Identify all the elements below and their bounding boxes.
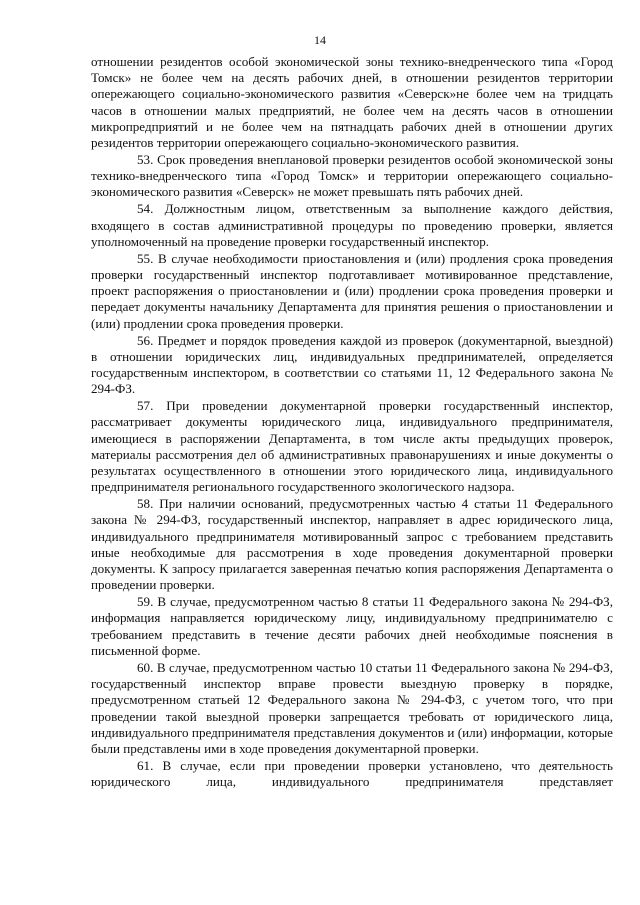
paragraph-59: 59. В случае, предусмотренном частью 8 статьи 11 Федерального закона № 294-ФЗ, информация направляется юридическому лицу, индивидуальному предпринимателю с требованием представить в течение десяти рабочих дней необходимые пояснения в письменной форме.: [91, 594, 613, 658]
paragraph-58: 58. При наличии оснований, предусмотренных частью 4 статьи 11 Федерального закона № 294-ФЗ, государственный инспектор, направляет в адрес юридического лица, индивидуального предпринимателя мотивированный запрос с требованием представить иные необходимые для рассмотрения в ходе проведения документарной проверки документы. К запросу прилагается заверенная печатью копия распоряжения Департамента о проведении проверки.: [91, 496, 613, 593]
paragraph-56: 56. Предмет и порядок проведения каждой из проверок (документарной, выездной) в отношении юридических лиц, индивидуальных предпринимателей, определяется государственным инспектором, в соответствии со статьями 11, 12 Федерального закона № 294-ФЗ.: [91, 332, 613, 397]
paragraph-continuation: отношении резидентов особой экономической зоны технико-внедренческого типа «Город Томск» не более чем на десять рабочих дней, в отношении резидентов территории опережающего социально-экономического развития «Северск»не более чем на тридцать часов в отношении малых предприятий, не более чем на десять часов в отношении микропредприятий и не более чем на пятнадцать рабочих дней в отношении других резидентов территории опережающего социально-экономического развития.: [91, 54, 613, 151]
paragraph-55: 55. В случае необходимости приостановления и (или) продления срока проведения проверки государственный инспектор подготавливает мотивированное представление, проект распоряжения о приостановлении и (или) продлении срока проведения проверки и передает документы начальнику Департамента для принятия решения о приостановлении и (или) продлении срока проведения проверки.: [91, 250, 613, 331]
paragraph-57: 57. При проведении документарной проверки государственный инспектор, рассматривает документы юридического лица, индивидуального предпринимателя, имеющиеся в распоряжении Департамента, в том числе акты предыдущих проверок, материалы рассмотрения дел об административных правонарушениях и иные документы о результатах осуществленного в отношении этого юридического лица, индивидуального предпринимателя регионального государственного экологического надзора.: [91, 398, 613, 495]
document-body: [91, 54, 613, 791]
page-number: 14: [314, 33, 326, 47]
paragraph-54: 54. Должностным лицом, ответственным за выполнение каждого действия, входящего в состав административной процедуры по проведению проверки, является уполномоченный на проведение проверки государственный инспектор.: [91, 201, 613, 249]
paragraph-60: 60. В случае, предусмотренном частью 10 статьи 11 Федерального закона № 294-ФЗ, государственный инспектор вправе провести выездную проверку в порядке, предусмотренном статьей 12 Федерального закона № 294-ФЗ, с учетом того, что при проведении такой выездной проверки запрещается требовать от юридического лица, индивидуального предпринимателя представления документов и (или) информации, которые были представлены ими в ходе проведения документарной проверки.: [91, 659, 613, 756]
paragraph-61: 61. В случае, если при проведении проверки установлено, что деятельность юридического лица, индивидуального предпринимателя представляет: [91, 757, 613, 790]
paragraph-53: 53. Срок проведения внеплановой проверки резидентов особой экономической зоны технико-внедренческого типа «Город Томск» и территории опережающего социально-экономического развития «Северск» не может превышать пять рабочих дней.: [91, 152, 613, 200]
